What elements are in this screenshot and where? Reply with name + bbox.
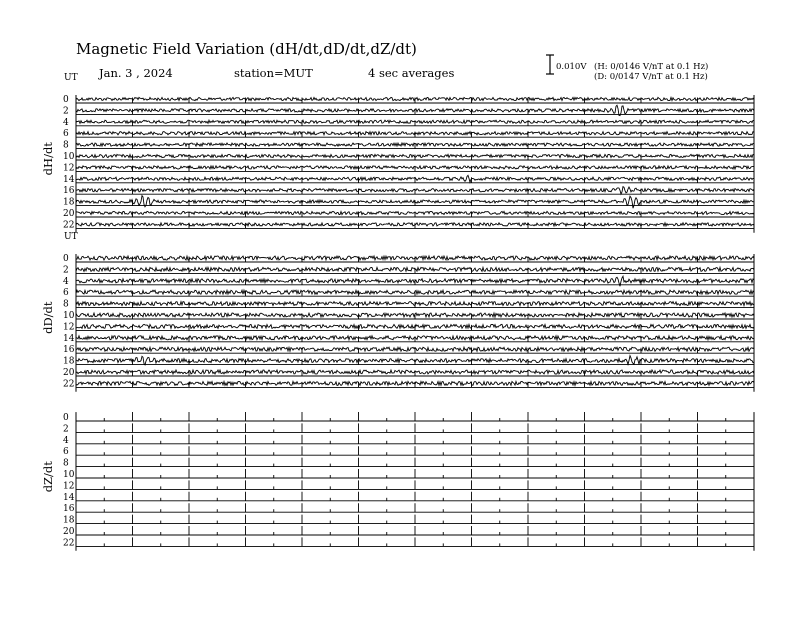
hour-label: 8 (63, 458, 69, 469)
scale-bar (546, 55, 708, 82)
hour-label: 6 (63, 129, 69, 140)
hour-label: 8 (63, 140, 69, 151)
hour-label: 20 (63, 209, 75, 219)
hour-label: 2 (63, 424, 69, 435)
hour-label: 2 (63, 265, 69, 276)
hour-label: 16 (63, 504, 75, 515)
hour-label: 16 (63, 345, 75, 356)
scale-value: 0.010V (556, 62, 587, 72)
hour-label: 22 (63, 538, 75, 549)
hour-label: 6 (63, 288, 69, 299)
panels (41, 73, 754, 551)
hour-label: 14 (63, 174, 75, 185)
hour-label: 20 (63, 527, 75, 537)
hour-label: 2 (63, 106, 69, 117)
date-label: Jan. 3 , 2024 (99, 66, 173, 80)
ut-label: UT (64, 232, 78, 242)
hour-label: 18 (63, 515, 75, 526)
panel-dZ-dt (41, 412, 754, 551)
hour-label: 6 (63, 447, 69, 458)
hour-label: 14 (63, 333, 75, 344)
hour-label: 12 (63, 322, 75, 333)
hour-label: 10 (63, 311, 75, 321)
hour-label: 10 (63, 470, 75, 480)
hour-label: 4 (63, 276, 69, 287)
hour-label: 0 (63, 95, 69, 105)
hour-label: 18 (63, 356, 75, 367)
hour-label: 20 (63, 368, 75, 378)
scale-d-note: (D: 0/0147 V/nT at 0.1 Hz) (594, 72, 708, 82)
station-label: station=MUT (234, 66, 313, 80)
hour-label: 0 (63, 413, 69, 423)
hour-label: 16 (63, 186, 75, 197)
hour-label: 8 (63, 299, 69, 310)
y-axis-label: dD/dt (41, 301, 55, 334)
y-axis-label: dZ/dt (41, 461, 55, 493)
averaging-label: 4 sec averages (368, 66, 455, 80)
panel-dD-dt (41, 232, 754, 392)
hour-label: 18 (63, 197, 75, 208)
scale-h-note: (H: 0/0146 V/nT at 0.1 Hz) (594, 62, 709, 72)
hour-label: 22 (63, 379, 75, 390)
hour-label: 4 (63, 117, 69, 128)
hour-label: 12 (63, 481, 75, 492)
panel-dH-dt (41, 73, 754, 233)
hour-label: 12 (63, 163, 75, 174)
hour-label: 4 (63, 435, 69, 446)
hour-label: 14 (63, 492, 75, 503)
hour-label: 22 (63, 220, 75, 231)
hour-label: 0 (63, 254, 69, 264)
figure-title: Magnetic Field Variation (dH/dt,dD/dt,dZ/dt) (76, 40, 417, 58)
hour-label: 10 (63, 152, 75, 162)
ut-label: UT (64, 73, 78, 83)
y-axis-label: dH/dt (41, 142, 55, 176)
